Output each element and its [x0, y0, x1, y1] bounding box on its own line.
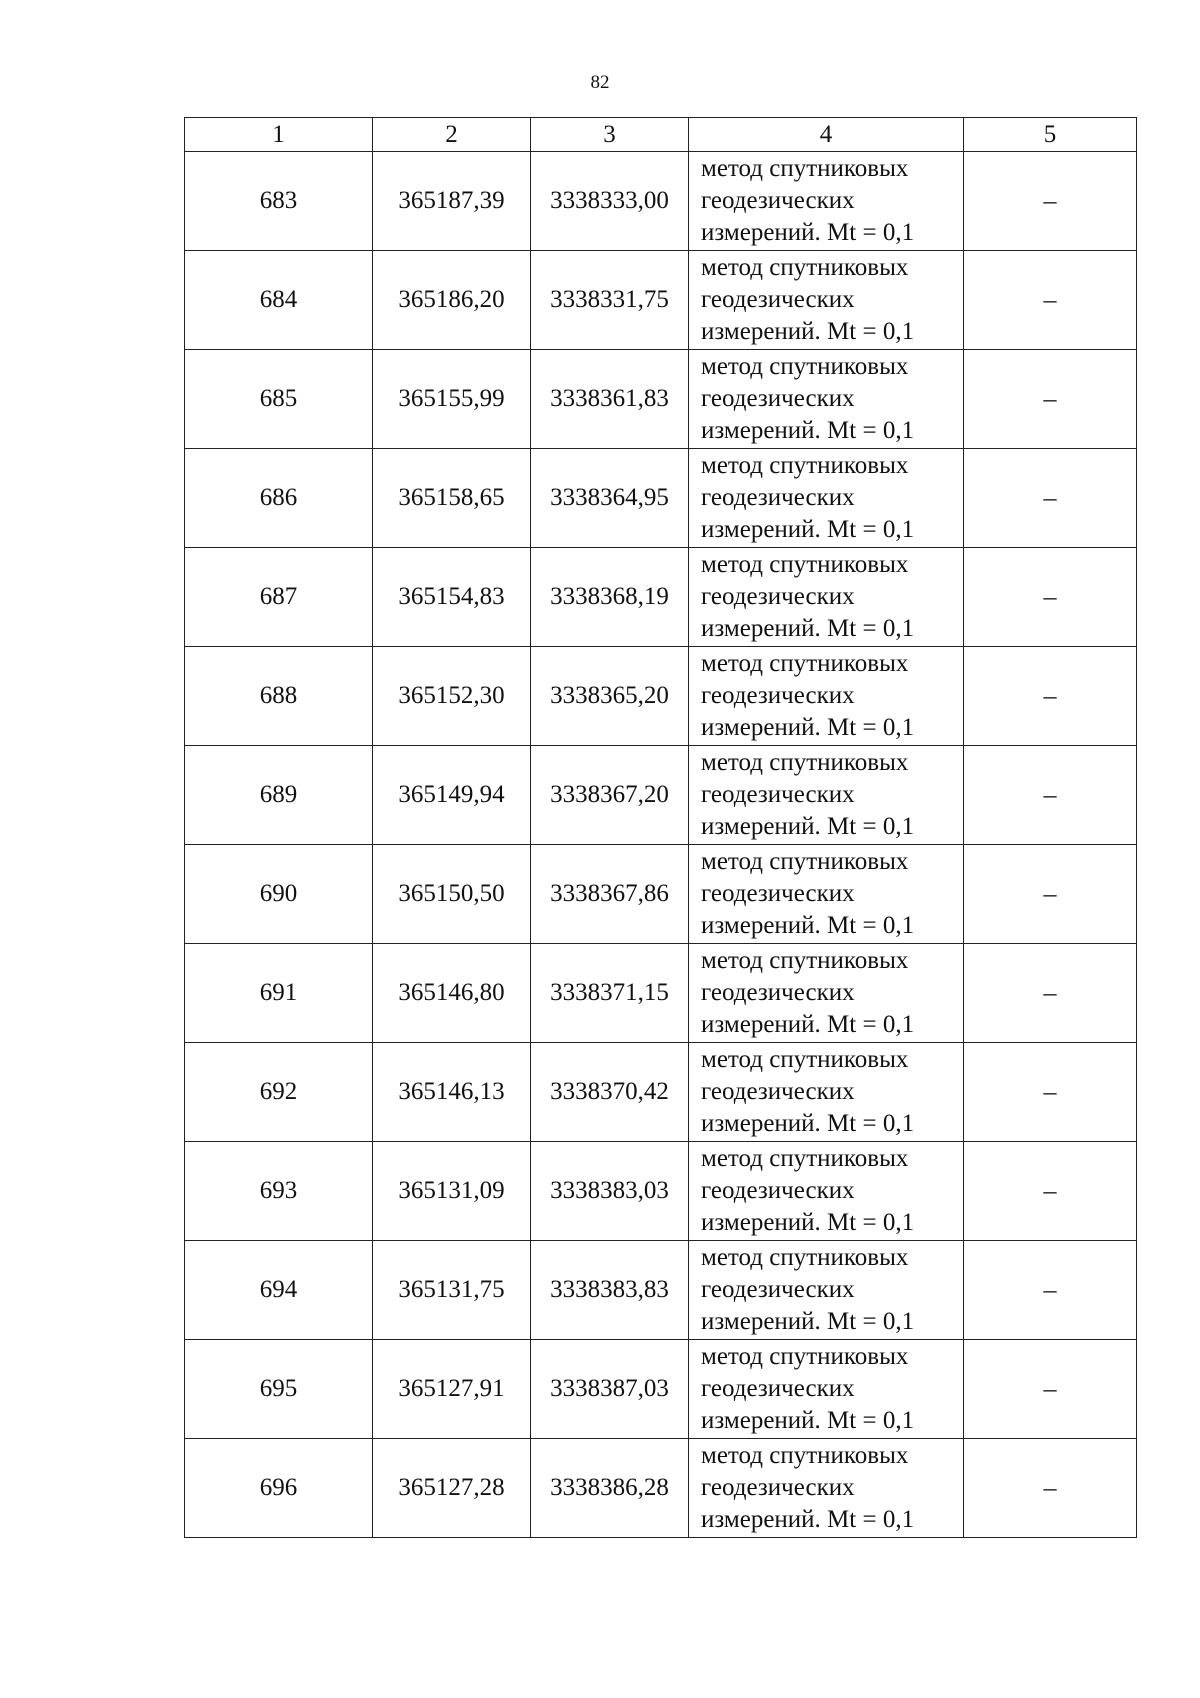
point-number-cell: 687 — [185, 548, 373, 647]
method-line: измерений. Mt = 0,1 — [701, 1407, 915, 1434]
method-line: метод спутниковых — [701, 551, 909, 578]
note-cell: – — [964, 647, 1137, 746]
method-line: метод спутниковых — [701, 947, 909, 974]
y-coordinate-cell: 3338383,83 — [531, 1241, 689, 1340]
x-coordinate-cell: 365155,99 — [373, 350, 531, 449]
point-number-cell: 696 — [185, 1439, 373, 1538]
method-line: метод спутниковых — [701, 749, 909, 776]
method-line: геодезических — [701, 1078, 855, 1105]
note-cell: – — [964, 1439, 1137, 1538]
y-coordinate-cell: 3338367,86 — [531, 845, 689, 944]
y-coordinate-cell: 3338367,20 — [531, 746, 689, 845]
table-row — [185, 746, 1137, 845]
method-line: геодезических — [701, 1474, 855, 1501]
method-line: метод спутниковых — [701, 1145, 909, 1172]
point-number-cell: 684 — [185, 251, 373, 350]
y-coordinate-cell: 3338386,28 — [531, 1439, 689, 1538]
method-line: измерений. Mt = 0,1 — [701, 912, 915, 939]
method-cell — [689, 1043, 964, 1142]
x-coordinate-cell: 365131,09 — [373, 1142, 531, 1241]
table-row — [185, 845, 1137, 944]
x-coordinate-cell: 365152,30 — [373, 647, 531, 746]
method-cell — [689, 152, 964, 251]
method-line: измерений. Mt = 0,1 — [701, 1110, 915, 1137]
x-coordinate-cell: 365149,94 — [373, 746, 531, 845]
method-line: измерений. Mt = 0,1 — [701, 813, 915, 840]
column-header-3: 3 — [531, 118, 689, 152]
method-line: геодезических — [701, 484, 855, 511]
method-line: метод спутниковых — [701, 155, 909, 182]
method-line: геодезических — [701, 880, 855, 907]
method-cell — [689, 350, 964, 449]
x-coordinate-cell: 365158,65 — [373, 449, 531, 548]
table-row — [185, 647, 1137, 746]
x-coordinate-cell: 365186,20 — [373, 251, 531, 350]
table-row — [185, 152, 1137, 251]
method-cell — [689, 548, 964, 647]
method-line: метод спутниковых — [701, 452, 909, 479]
method-line: геодезических — [701, 1276, 855, 1303]
method-cell — [689, 1142, 964, 1241]
coordinates-table-container — [184, 117, 1136, 1538]
x-coordinate-cell: 365150,50 — [373, 845, 531, 944]
method-line: измерений. Mt = 0,1 — [701, 1308, 915, 1335]
coordinates-table — [184, 117, 1137, 1538]
y-coordinate-cell: 3338383,03 — [531, 1142, 689, 1241]
table-row — [185, 1241, 1137, 1340]
note-cell: – — [964, 1340, 1137, 1439]
method-line: измерений. Mt = 0,1 — [701, 318, 915, 345]
column-header-5: 5 — [964, 118, 1137, 152]
method-cell — [689, 746, 964, 845]
x-coordinate-cell: 365187,39 — [373, 152, 531, 251]
table-row — [185, 449, 1137, 548]
method-cell — [689, 647, 964, 746]
method-cell — [689, 944, 964, 1043]
table-row — [185, 944, 1137, 1043]
y-coordinate-cell: 3338371,15 — [531, 944, 689, 1043]
note-cell: – — [964, 449, 1137, 548]
point-number-cell: 694 — [185, 1241, 373, 1340]
note-cell: – — [964, 944, 1137, 1043]
method-line: геодезических — [701, 286, 855, 313]
method-line: измерений. Mt = 0,1 — [701, 1011, 915, 1038]
table-body — [185, 152, 1137, 1538]
y-coordinate-cell: 3338364,95 — [531, 449, 689, 548]
header-row — [185, 118, 1137, 152]
y-coordinate-cell: 3338331,75 — [531, 251, 689, 350]
point-number-cell: 695 — [185, 1340, 373, 1439]
method-line: метод спутниковых — [701, 1046, 909, 1073]
point-number-cell: 685 — [185, 350, 373, 449]
x-coordinate-cell: 365146,13 — [373, 1043, 531, 1142]
point-number-cell: 693 — [185, 1142, 373, 1241]
note-cell: – — [964, 845, 1137, 944]
point-number-cell: 692 — [185, 1043, 373, 1142]
note-cell: – — [964, 1241, 1137, 1340]
note-cell: – — [964, 350, 1137, 449]
note-cell: – — [964, 152, 1137, 251]
x-coordinate-cell: 365127,91 — [373, 1340, 531, 1439]
method-line: измерений. Mt = 0,1 — [701, 714, 915, 741]
x-coordinate-cell: 365131,75 — [373, 1241, 531, 1340]
method-line: измерений. Mt = 0,1 — [701, 1506, 915, 1533]
method-line: геодезических — [701, 979, 855, 1006]
x-coordinate-cell: 365127,28 — [373, 1439, 531, 1538]
y-coordinate-cell: 3338361,83 — [531, 350, 689, 449]
method-line: геодезических — [701, 187, 855, 214]
method-cell — [689, 1340, 964, 1439]
method-line: метод спутниковых — [701, 1343, 909, 1370]
point-number-cell: 686 — [185, 449, 373, 548]
method-cell — [689, 251, 964, 350]
point-number-cell: 683 — [185, 152, 373, 251]
point-number-cell: 691 — [185, 944, 373, 1043]
y-coordinate-cell: 3338387,03 — [531, 1340, 689, 1439]
method-line: измерений. Mt = 0,1 — [701, 1209, 915, 1236]
point-number-cell: 689 — [185, 746, 373, 845]
page-number: 82 — [590, 72, 610, 93]
method-line: геодезических — [701, 682, 855, 709]
x-coordinate-cell: 365146,80 — [373, 944, 531, 1043]
table-row — [185, 350, 1137, 449]
method-line: измерений. Mt = 0,1 — [701, 417, 915, 444]
column-header-1: 1 — [185, 118, 373, 152]
method-line: геодезических — [701, 385, 855, 412]
method-line: метод спутниковых — [701, 1244, 909, 1271]
note-cell: – — [964, 746, 1137, 845]
method-line: измерений. Mt = 0,1 — [701, 615, 915, 642]
note-cell: – — [964, 548, 1137, 647]
table-row — [185, 1439, 1137, 1538]
method-line: геодезических — [701, 781, 855, 808]
y-coordinate-cell: 3338333,00 — [531, 152, 689, 251]
method-line: измерений. Mt = 0,1 — [701, 219, 915, 246]
table-row — [185, 1142, 1137, 1241]
note-cell: – — [964, 1142, 1137, 1241]
note-cell: – — [964, 1043, 1137, 1142]
y-coordinate-cell: 3338370,42 — [531, 1043, 689, 1142]
point-number-cell: 688 — [185, 647, 373, 746]
method-line: измерений. Mt = 0,1 — [701, 516, 915, 543]
method-line: геодезических — [701, 1177, 855, 1204]
x-coordinate-cell: 365154,83 — [373, 548, 531, 647]
column-header-2: 2 — [373, 118, 531, 152]
method-line: метод спутниковых — [701, 650, 909, 677]
method-line: геодезических — [701, 1375, 855, 1402]
method-cell — [689, 449, 964, 548]
method-line: геодезических — [701, 583, 855, 610]
method-cell — [689, 1439, 964, 1538]
table-row — [185, 251, 1137, 350]
y-coordinate-cell: 3338368,19 — [531, 548, 689, 647]
point-number-cell: 690 — [185, 845, 373, 944]
table-row — [185, 1043, 1137, 1142]
table-row — [185, 548, 1137, 647]
method-cell — [689, 1241, 964, 1340]
table-row — [185, 1340, 1137, 1439]
method-cell — [689, 845, 964, 944]
column-header-4: 4 — [689, 118, 964, 152]
note-cell: – — [964, 251, 1137, 350]
method-line: метод спутниковых — [701, 254, 909, 281]
method-line: метод спутниковых — [701, 848, 909, 875]
method-line: метод спутниковых — [701, 353, 909, 380]
y-coordinate-cell: 3338365,20 — [531, 647, 689, 746]
method-line: метод спутниковых — [701, 1442, 909, 1469]
